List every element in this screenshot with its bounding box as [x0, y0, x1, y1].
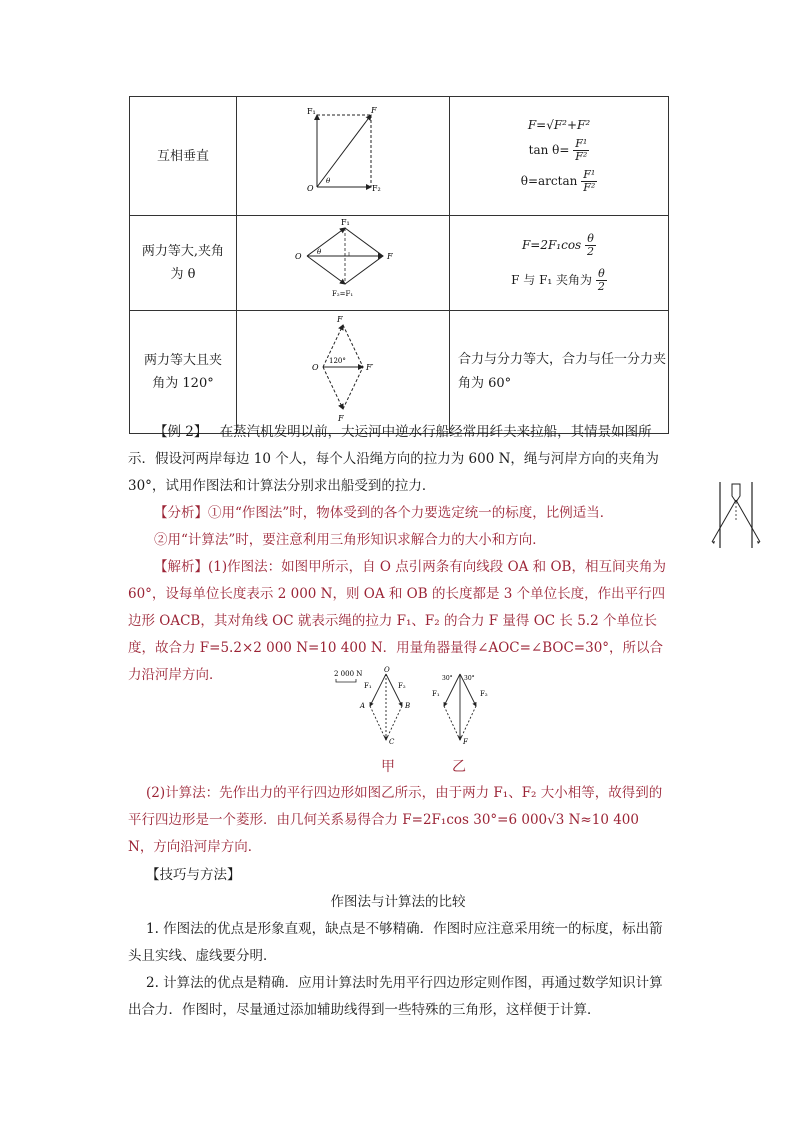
label-f2-eq-f1: F₂=F₁ — [332, 290, 354, 298]
formula-arctan — [450, 169, 668, 194]
analysis-line2: ②用“计算法”时，要注意利用三角形知识求解合力的大小和方向． — [154, 532, 546, 548]
figure-jia-yi — [330, 666, 510, 746]
yi-label-30a: 30° — [442, 675, 453, 682]
diagram-cell — [237, 311, 450, 434]
perpendicular-forces-diagram — [237, 97, 449, 211]
yi-label-f: F — [463, 738, 468, 746]
tips-item-2: 2. 计算法的优点是精确．应用计算法时先用平行四边形定则作图，再通过数学知识计算出合力．作图时，尽量通过添加辅助线得到一些特殊的三角形，这样便于计算． — [128, 975, 663, 1018]
force-comparison-table — [129, 96, 669, 434]
condition-cell — [130, 311, 237, 434]
condition-line: 两力等大,夹角 — [141, 244, 225, 259]
result-cell — [450, 311, 669, 434]
caption-yi: 乙 — [452, 759, 466, 775]
condition-text: 互相垂直 — [156, 148, 209, 164]
frac-den: 2 — [587, 245, 595, 258]
yi-label-f1: F₁ — [432, 690, 440, 698]
caption-jia: 甲 — [381, 759, 395, 775]
condition-cell — [130, 216, 237, 311]
scale-label: 2 000 N — [334, 670, 363, 678]
frac-num: θ — [596, 268, 607, 281]
analysis-paragraph — [128, 500, 668, 554]
condition-line: 两力等大且夹 — [143, 353, 222, 368]
label-f1: F₁ — [341, 218, 350, 227]
tips-item-1: 1. 作图法的优点是形象直观，缺点是不够精确．作图时应注意采用统一的标度，标出箭头且实线、虚线要分明． — [128, 921, 663, 964]
analysis-line1 — [128, 500, 668, 527]
yi-label-30b: 30° — [464, 675, 475, 682]
tips-title: 作图法与计算法的比较 — [330, 894, 466, 910]
formula-angle — [450, 268, 668, 293]
label-f2: F₂ — [372, 184, 381, 193]
table-row — [130, 216, 669, 311]
solution-part1: (1)作图法：如图甲所示，自 O 点引两条有向线段 OA 和 OB，相互间夹角为 60°，设每单位长度表示 2 000 N，则 OA 和 OB 的长度都是 3 个单位长度，作出平行四边形 OACB，其对角线 OC 就表示绳的拉力 F₁、F₂ 的合力 F 量得 OC 长 5.2 个单位长度，故合力 F=5.2×2 000 N=10 400 N．用量角器量得∠AOC=∠BOC=30°，所以合力沿河岸方向． — [128, 559, 666, 683]
label-f-bottom: F — [338, 414, 344, 423]
frac-den: F² — [575, 150, 588, 163]
formula-equal-magnitude — [450, 233, 668, 258]
formula-cell — [450, 97, 669, 216]
label-f-top: F — [337, 315, 343, 324]
solution-part2: (2)计算法：先作出力的平行四边形如图乙所示，由于两力 F₁、F₂ 大小相等，故得到的平行四边形是一个菱形．由几何关系易得合力 F=2F₁cos 30°=6 000√3 N≈10 400 N，方向沿河岸方向． — [128, 785, 663, 855]
condition-line: 角为 120° — [152, 376, 214, 391]
formula-prefix: F=2F₁cos — [521, 238, 582, 252]
label-o: O — [312, 363, 319, 372]
analysis-tag: 【分析】 — [154, 505, 208, 521]
result-text: 合力与分力等大，合力与任一分力夹角为 60° — [458, 352, 667, 391]
equal-forces-angle-diagram — [237, 216, 449, 306]
label-f: F — [371, 106, 377, 115]
frac-den: 2 — [597, 280, 605, 293]
analysis-text1: ①用“作图法”时，物体受到的各个力要选定统一的标度，比例适当． — [208, 505, 614, 521]
jia-label-f2: F₂ — [398, 682, 406, 690]
label-f1: F₁ — [307, 107, 316, 116]
diagram-cell — [237, 97, 450, 216]
example-text: 在蒸汽机发明以前，大运河中逆水行船经常用纤夫来拉船，其情景如图所示．假设河两岸每边 10 个人，每个人沿绳方向的拉力为 600 N，绳与河岸方向的夹角为 30°，试用作图法和计算法分别求出船受到的拉力． — [128, 424, 659, 494]
label-angle: 120° — [329, 357, 346, 365]
frac-num: θ — [585, 233, 596, 246]
jia-label-f1: F₁ — [364, 682, 372, 690]
label-fprime: F′ — [366, 363, 374, 372]
jia-label-a: A — [360, 702, 366, 710]
tips-tag: 【技巧与方法】 — [146, 867, 241, 883]
example-tag: 【例 2】 — [154, 424, 208, 440]
formula-tan — [450, 138, 668, 163]
table-row — [130, 97, 669, 216]
formula-cell — [450, 216, 669, 311]
formula-prefix: F 与 F₁ 夹角为 — [511, 273, 593, 287]
jia-label-o: O — [384, 666, 390, 674]
diagram-cell — [237, 216, 450, 311]
label-o: O — [307, 184, 314, 193]
frac-num: F¹ — [583, 168, 596, 181]
jia-label-c: C — [389, 738, 395, 746]
label-o: O — [295, 252, 302, 261]
label-theta: θ — [317, 248, 322, 256]
label-f: F — [387, 252, 393, 261]
tips-section — [128, 862, 668, 1024]
label-theta: θ — [326, 177, 331, 185]
yi-label-f2: F₂ — [480, 690, 488, 698]
solution-part2-paragraph — [128, 780, 668, 861]
solution-tag: 【解析】 — [154, 559, 208, 575]
frac-den: F² — [583, 181, 596, 194]
condition-cell — [130, 97, 237, 216]
example-paragraph — [128, 419, 668, 500]
table-row — [130, 311, 669, 434]
condition-line: 为 θ — [170, 267, 196, 282]
formula-tan-prefix: tan θ= — [528, 143, 570, 157]
jia-label-b: B — [405, 702, 411, 710]
frac-num: F¹ — [575, 137, 588, 150]
formula-magnitude: F=√F²+F² — [527, 118, 591, 132]
boat-towing-sketch — [706, 478, 766, 550]
formula-arctan-prefix: θ=arctan — [520, 174, 578, 188]
equal-forces-120-diagram — [237, 311, 449, 429]
